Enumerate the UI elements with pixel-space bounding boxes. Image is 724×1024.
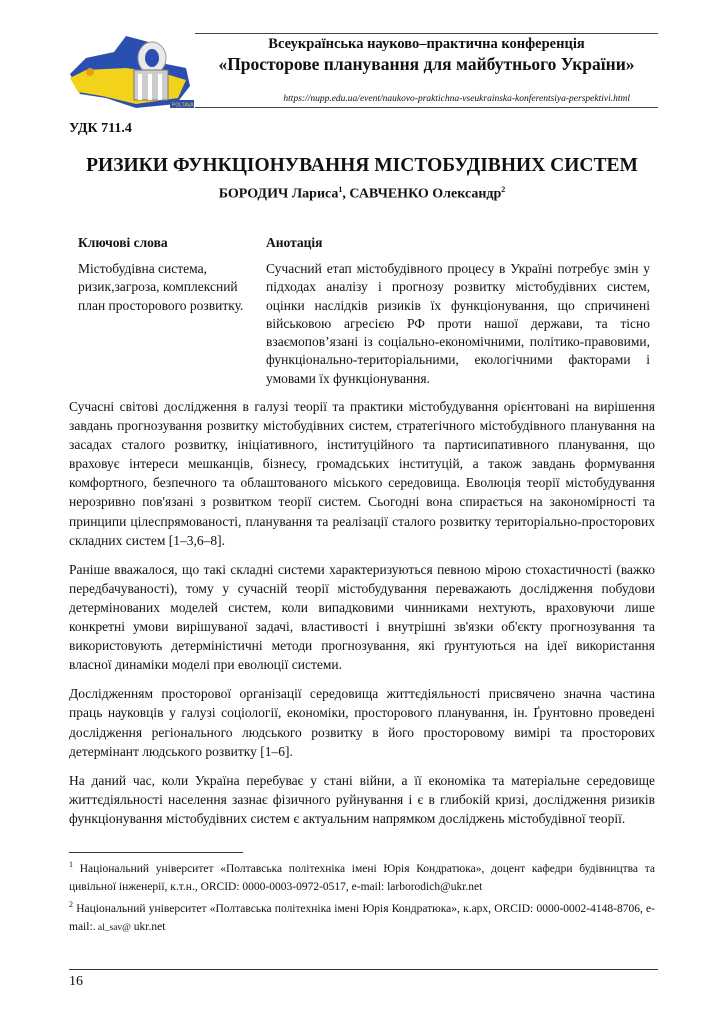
conference-type: Всеукраїнська науково–практична конференція (268, 36, 585, 52)
conference-url[interactable]: https://nupp.edu.ua/event/naukovo-praktichna-vseukrainska-konferentsiya-perspektivi.html (283, 94, 630, 104)
paragraph: На даний час, коли Україна перебуває у стані війни, а її економіка та матеріальне середовище життєдіяльності населення зазнає фізичного руйнування і є в глибокій кризі, дослідження ризиків функціонування містобудівних систем є актуальним напрямком досліджень містобудівної теорії. (69, 772, 655, 826)
paragraph: Раніше вважалося, що такі складні системи характеризуються певною мірою стохастичності (важко передбачуваності), тому у сучасній теорії містобудування переважають дослідження побудови детермінованих моделей систем, коли випадковими чинниками нехтують, враховуючи лише конкретні умови вирішуваної задачі, властивості і внутрішні зв'язки об'єкту прогнозування та використовують детерміністичні методи прогнозування, які ґрунтуються на ідеї використання власної динаміки моделі при еволюції системи. (69, 561, 655, 673)
udk-code: УДК 711.4 (69, 121, 132, 136)
page-number: 16 (69, 974, 83, 989)
keywords-text: Містобудівна система, ризик,загроза, комплексний план просторового розвитку. (78, 261, 244, 313)
header-bottom-rule (195, 107, 658, 108)
article-body (69, 397, 655, 838)
author-1-footnote-ref: 1 (338, 185, 343, 194)
paragraph: Дослідженням просторової організації середовища життєдіяльності присвячено значна частина праць науковців у галузі соціології, економіки, просторового планування, ін. Ґрунтовно проведені дослідження регіонального людського розвитку в його просторовому вимірі та просторових детермінант людського розвитку [1–6]. (69, 686, 655, 759)
author-1: БОРОДИЧ Лариса (218, 186, 339, 202)
authors (0, 185, 724, 203)
footnote-number: 2 (69, 900, 73, 909)
keywords-heading: Ключові слова (78, 235, 168, 250)
author-separator: , (342, 186, 350, 202)
footnote-number: 1 (69, 860, 73, 869)
footnote-separator (69, 852, 243, 853)
footnote-text: Національний університет «Полтавська політехніка імені Юрія Кондратюка», к.арх, ORCID: 0000-0002-4148-8706, e-mail:. (69, 902, 655, 933)
footnote-text: Національний університет «Полтавська політехніка імені Юрія Кондратюка», доцент кафедри будівництва та цивільної інженерії, к.т.н., ORCID: 0000-0003-0972-0517, e-mail: larborodich@ukr.net (69, 862, 656, 893)
footnote-email-domain: ukr.net (130, 920, 166, 933)
header-top-rule (195, 33, 658, 34)
footnote-1 (69, 856, 655, 896)
footnote-2 (69, 896, 655, 937)
footer-rule (69, 969, 658, 970)
svg-text:POLTAVA: POLTAVA (172, 102, 194, 109)
article-title: РИЗИКИ ФУНКЦІОНУВАННЯ МІСТОБУДІВНИХ СИСТЕМ (86, 155, 638, 176)
abstract-text: Сучасний етап містобудівного процесу в Україні потребує змін у підходах аналізу і прогнозу розвитку містобудівних систем, оцінки наслідків ризиків їх функціонування, що спричинені військовою агресією РФ проти нашої держави, та тісно взаємопов’язані із соціально-економічними, політико-правовими, функціонально-територіальними, екологічними факторами і умовами їх функціонування. (266, 261, 650, 386)
conference-title: «Просторове планування для майбутнього України» (218, 54, 635, 74)
abstract-heading: Анотація (266, 235, 323, 250)
author-2-footnote-ref: 2 (501, 185, 506, 194)
paragraph: Сучасні світові дослідження в галузі теорії та практики містобудування орієнтовані на вирішення завдань прогнозування розвитку містобудівних систем, стратегічного містобудівного планування на засадах сталого розвитку, ініціативного, інституційного та партисипативного планування, що враховує інтереси мешканців, бізнесу, громадських інституцій, а також завдань формування комфортного, безпечного та облаштованого міського середовища. Еволюція теорії містобудування нерозривно пов'язані з розвитком теорії систем. Сьогодні вона спирається на закономірності та принципи цілеспрямованості, планування та реалізації сталого розвитку територіально-просторових складних систем [1–3,6–8]. (69, 399, 655, 548)
author-2: САВЧЕНКО Олександр (349, 186, 502, 202)
conference-logo (66, 34, 194, 110)
footnote-email-part: al_sav@ (95, 922, 131, 933)
